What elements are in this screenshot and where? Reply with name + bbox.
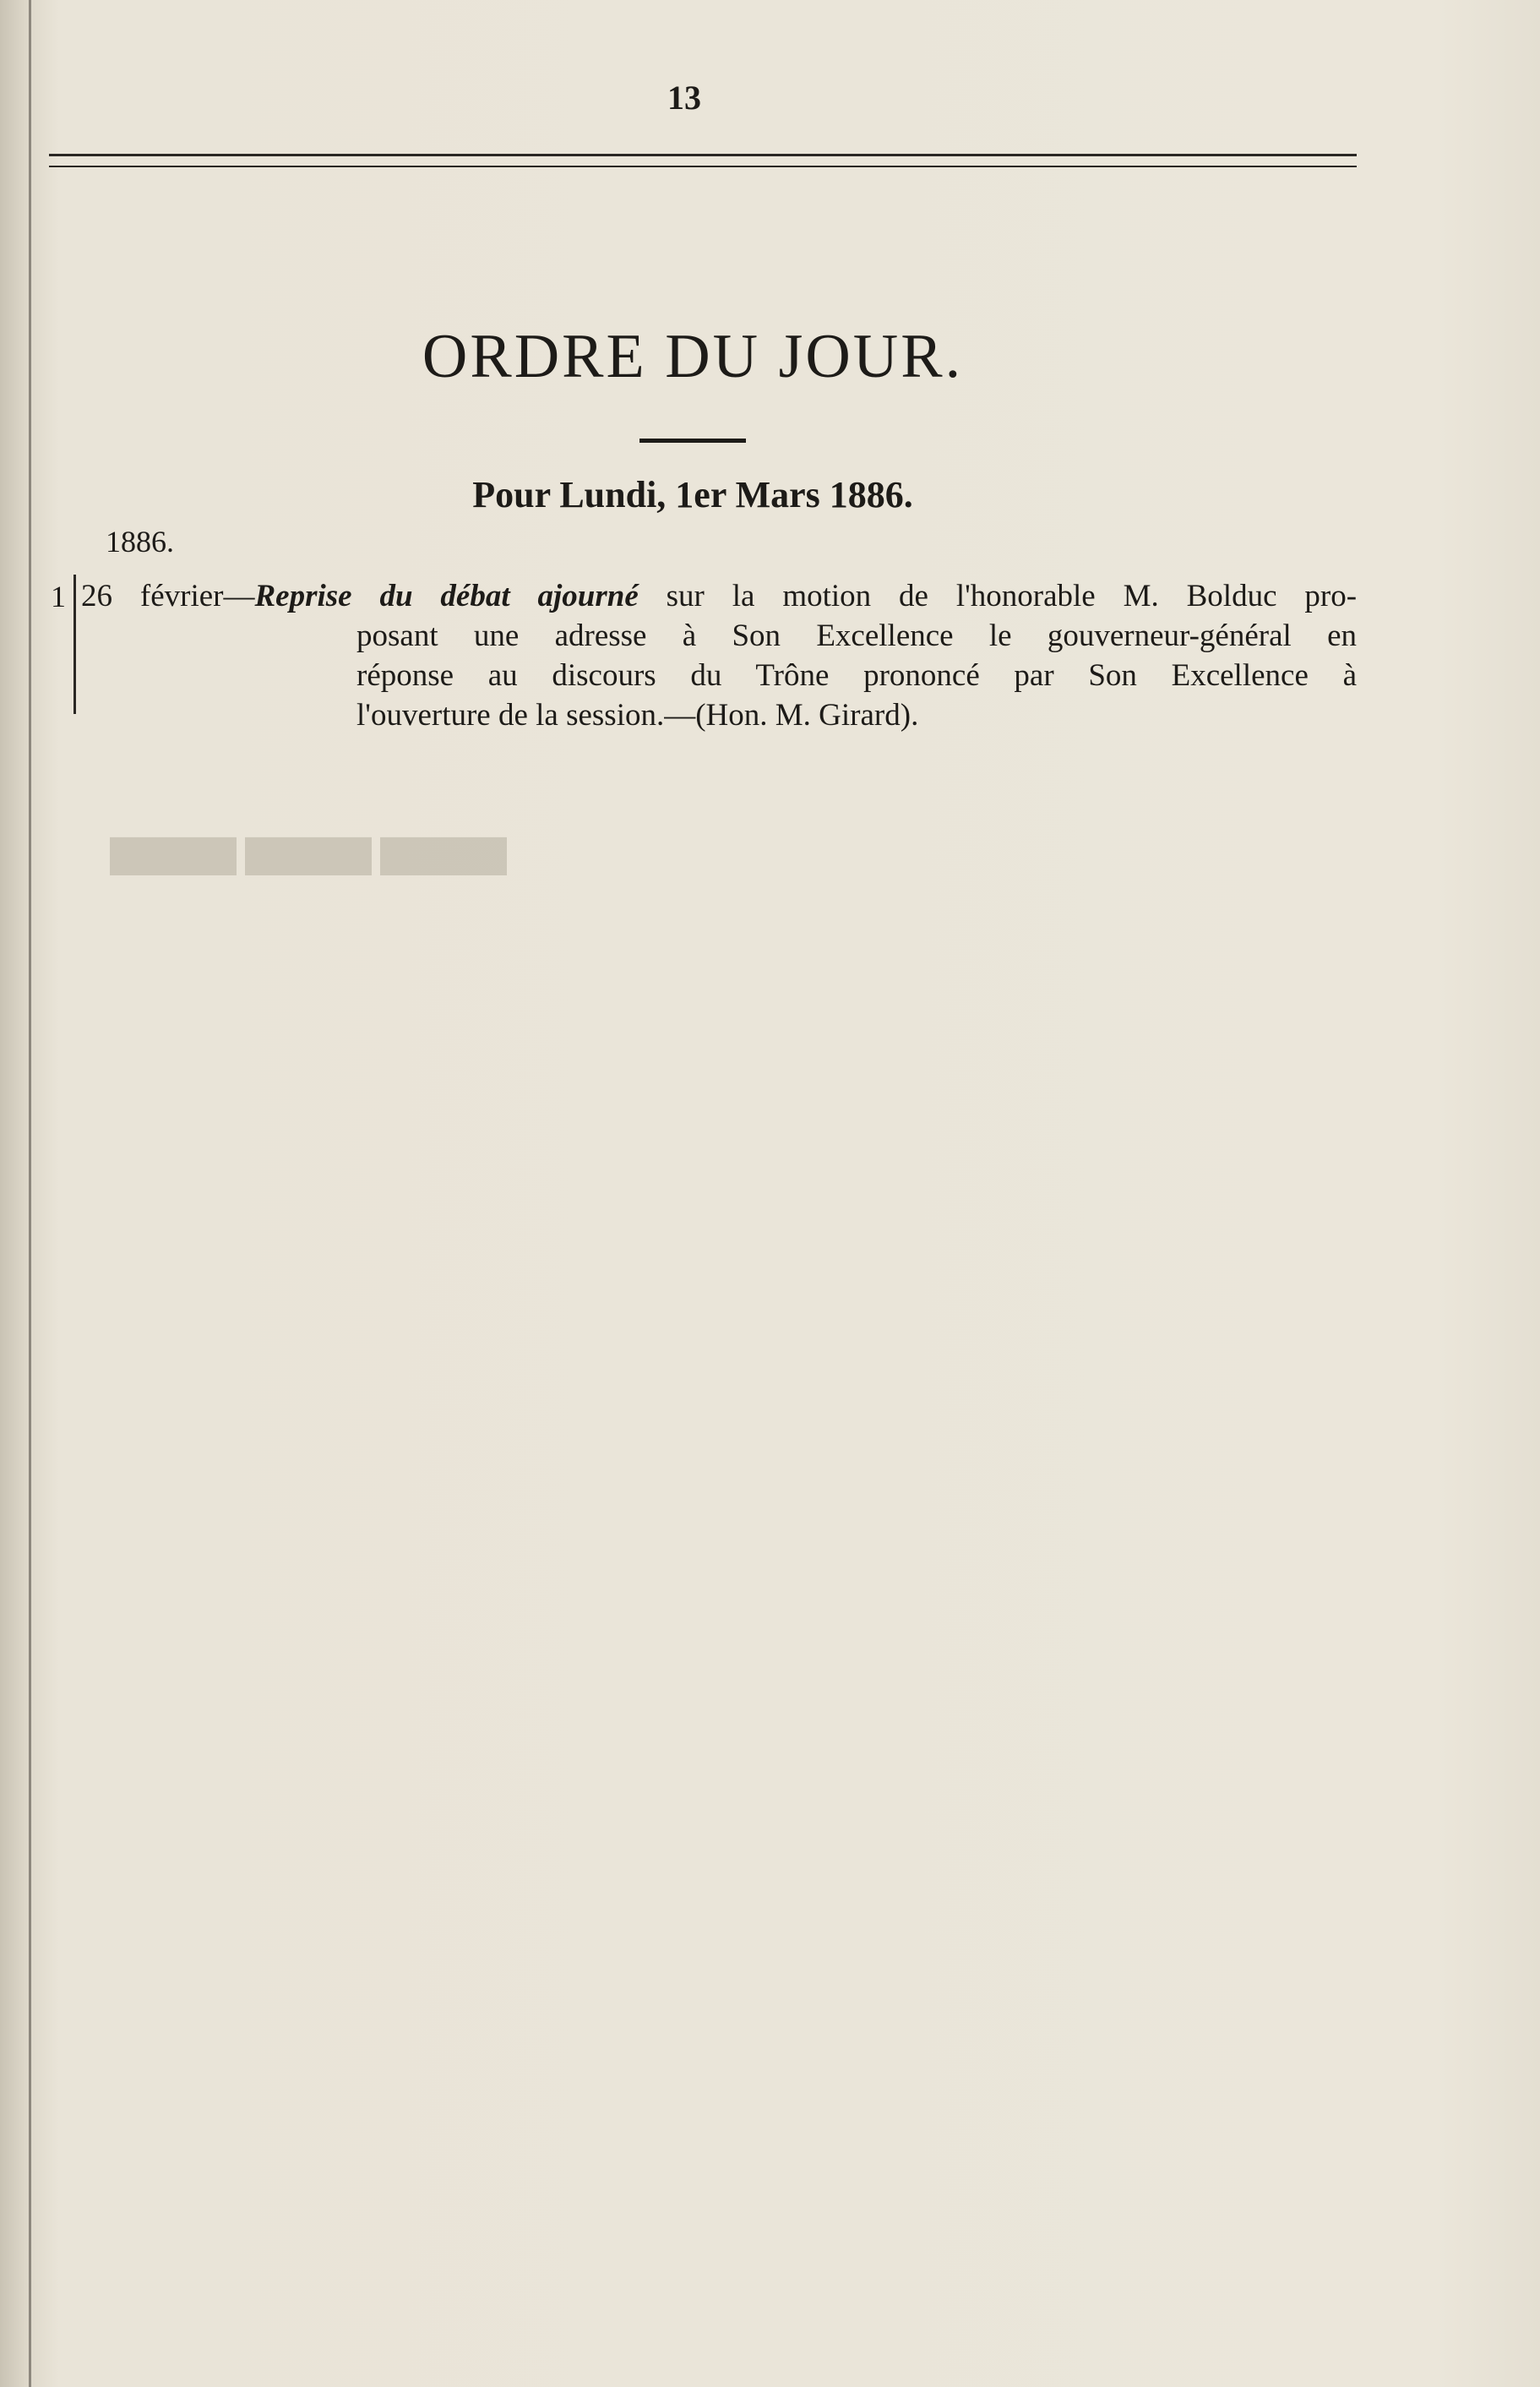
- entry-dash: —: [223, 579, 255, 613]
- title-divider: [639, 439, 746, 443]
- page-title: ORDRE DU JOUR.: [422, 322, 964, 391]
- entry-text-line4: l'ouverture de la session.—(Hon. M. Girard).: [356, 698, 919, 733]
- page-subtitle: Pour Lundi, 1er Mars 1886.: [472, 474, 913, 515]
- page-number: 13: [667, 79, 701, 117]
- header-rule-bottom: [49, 166, 1357, 167]
- entry-number: 1: [51, 580, 66, 613]
- entry-italic-text: Reprise du débat ajourné: [254, 579, 639, 613]
- entry-text-line1: sur la motion de l'honorable M. Bolduc pro-: [666, 579, 1358, 613]
- entry-margin-bar: [73, 575, 76, 714]
- order-entry: [81, 576, 1357, 735]
- show-through-ghost-text: ▬▬▬: [101, 763, 507, 903]
- entry-line-1: [81, 576, 1357, 616]
- entry-date: 26 février: [81, 579, 224, 613]
- entry-text-line2: posant une adresse à Son Excellence le gouverneur-général en: [356, 619, 1357, 653]
- year-label: 1886.: [106, 525, 174, 559]
- header-rule-top: [49, 154, 1357, 156]
- entry-text-line3: réponse au discours du Trône prononcé par Son Excellence à: [356, 658, 1357, 693]
